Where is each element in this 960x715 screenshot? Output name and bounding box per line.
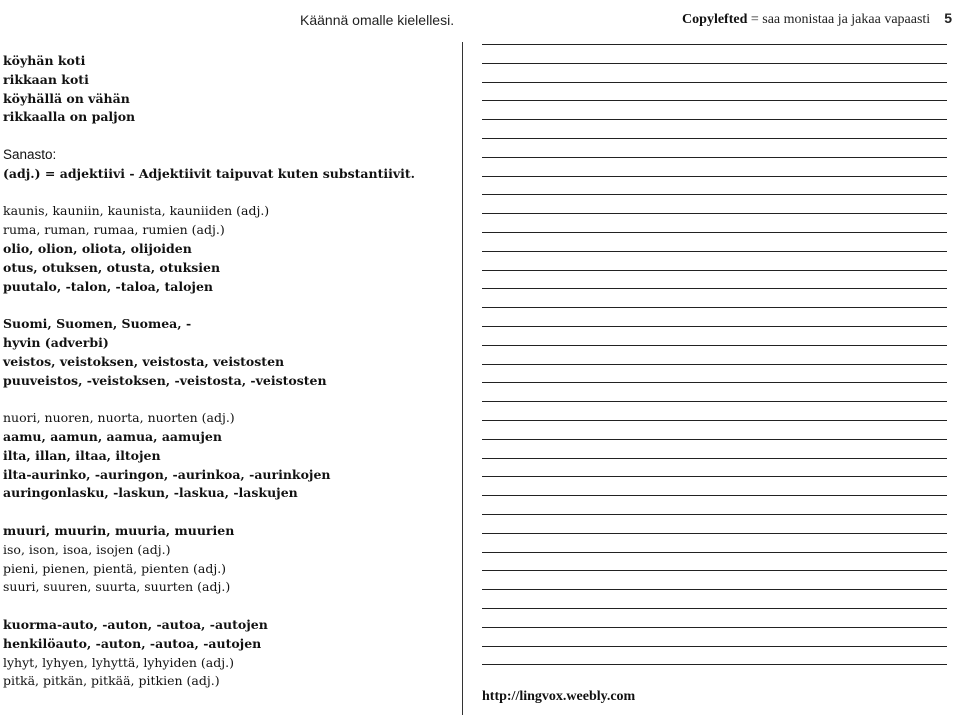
writing-line[interactable] [482, 420, 947, 421]
writing-line[interactable] [482, 194, 947, 195]
writing-line[interactable] [482, 570, 947, 571]
vocabulary-line: lyhyt, lyhyen, lyhyttä, lyhyiden (adj.) [3, 654, 234, 670]
spacer [3, 296, 458, 315]
writing-line[interactable] [482, 589, 947, 590]
writing-line[interactable] [482, 232, 947, 233]
writing-line[interactable] [482, 627, 947, 628]
footer-url: http://lingvox.weebly.com [482, 689, 636, 704]
writing-line[interactable] [482, 213, 947, 214]
page-number: 5 [944, 10, 952, 26]
spacer [3, 390, 458, 409]
vocabulary-line: ruma, ruman, rumaa, rumien (adj.) [3, 222, 225, 238]
writing-line[interactable] [482, 251, 947, 252]
column-divider [462, 42, 463, 715]
vocabulary-line: olio, olion, oliota, olijoiden [3, 240, 192, 256]
writing-line[interactable] [482, 326, 947, 327]
writing-line[interactable] [482, 382, 947, 383]
writing-line[interactable] [482, 458, 947, 459]
writing-line[interactable] [482, 439, 947, 440]
writing-line[interactable] [482, 608, 947, 609]
writing-line[interactable] [482, 307, 947, 308]
writing-line[interactable] [482, 646, 947, 647]
vocabulary-line: ilta, illan, iltaa, iltojen [3, 447, 161, 463]
vocabulary-list [3, 52, 458, 691]
writing-line[interactable] [482, 270, 947, 271]
vocabulary-line: ilta-aurinko, -auringon, -aurinkoa, -aurinkojen [3, 466, 331, 482]
vocabulary-line: puutalo, -talon, -taloa, talojen [3, 278, 213, 294]
vocabulary-line: köyhällä on vähän [3, 90, 130, 106]
vocabulary-line: henkilöauto, -auton, -autoa, -autojen [3, 635, 262, 651]
writing-line[interactable] [482, 401, 947, 402]
writing-line[interactable] [482, 63, 947, 64]
vocabulary-line: pitkä, pitkän, pitkää, pitkien (adj.) [3, 673, 220, 689]
spacer [3, 127, 458, 146]
vocabulary-line: auringonlasku, -laskun, -laskua, -laskujen [3, 485, 298, 501]
spacer [3, 503, 458, 522]
writing-line[interactable] [482, 138, 947, 139]
writing-line[interactable] [482, 82, 947, 83]
writing-line[interactable] [482, 176, 947, 177]
instruction-text: Käännä omalle kielellesi. [300, 12, 455, 28]
vocabulary-line: (adj.) = adjektiivi - Adjektiivit taipuvat kuten substantiivit. [3, 165, 415, 181]
writing-line[interactable] [482, 345, 947, 346]
writing-line[interactable] [482, 44, 947, 45]
writing-line[interactable] [482, 364, 947, 365]
vocabulary-line: kaunis, kauniin, kaunista, kauniiden (adj.) [3, 203, 270, 219]
vocabulary-line: puuveistos, -veistoksen, -veistosta, -veistosten [3, 372, 327, 388]
vocabulary-line: muuri, muurin, muuria, muurien [3, 522, 235, 538]
license-text: = saa monistaa ja jakaa vapaasti [747, 12, 931, 27]
writing-line[interactable] [482, 476, 947, 477]
vocabulary-line: nuori, nuoren, nuorta, nuorten (adj.) [3, 410, 235, 426]
vocabulary-line: otus, otuksen, otusta, otuksien [3, 259, 221, 275]
vocabulary-line: hyvin (adverbi) [3, 334, 109, 350]
writing-line[interactable] [482, 100, 947, 101]
writing-line[interactable] [482, 552, 947, 553]
writing-line[interactable] [482, 157, 947, 158]
writing-line[interactable] [482, 514, 947, 515]
vocabulary-line: köyhän koti [3, 53, 86, 68]
spacer [3, 597, 458, 616]
page-header-right [682, 10, 952, 28]
vocabulary-line: Suomi, Suomen, Suomea, - [3, 316, 192, 332]
writing-line[interactable] [482, 495, 947, 496]
vocabulary-line: Sanasto: [3, 146, 57, 162]
writing-line[interactable] [482, 119, 947, 120]
writing-line[interactable] [482, 533, 947, 534]
spacer [3, 184, 458, 203]
vocabulary-line: veistos, veistoksen, veistosta, veistosten [3, 353, 285, 369]
writing-line[interactable] [482, 664, 947, 665]
vocabulary-line: rikkaalla on paljon [3, 109, 136, 125]
vocabulary-line: iso, ison, isoa, isojen (adj.) [3, 541, 171, 557]
vocabulary-line: kuorma-auto, -auton, -autoa, -autojen [3, 616, 268, 632]
vocabulary-line: suuri, suuren, suurta, suurten (adj.) [3, 579, 231, 595]
copylefted-label: Copylefted [682, 12, 748, 27]
writing-line[interactable] [482, 288, 947, 289]
vocabulary-line: aamu, aamun, aamua, aamujen [3, 428, 222, 444]
vocabulary-line: pieni, pienen, pientä, pienten (adj.) [3, 560, 227, 576]
vocabulary-line: rikkaan koti [3, 71, 89, 87]
